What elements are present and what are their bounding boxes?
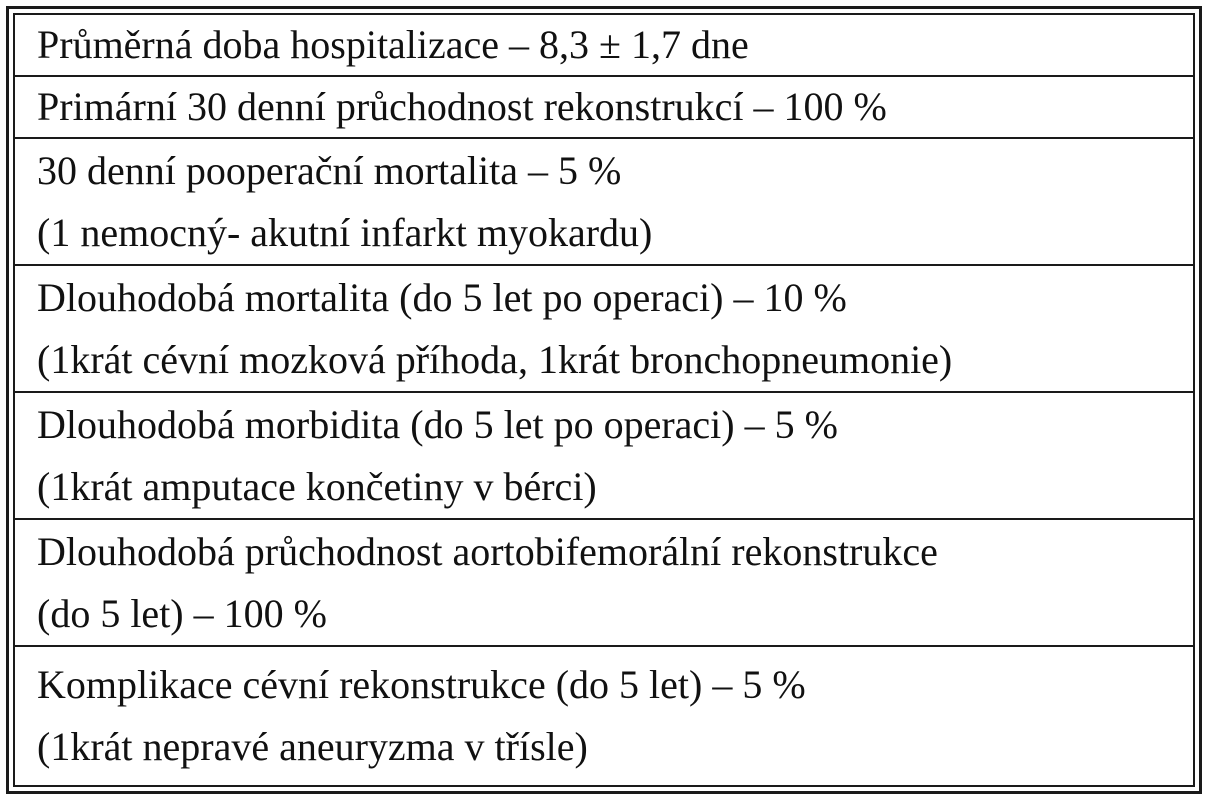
table-row [15,77,1193,139]
row-text: Průměrná doba hospitalizace – 8,3 ± 1,7 dne [37,22,749,67]
row-text: Dlouhodobá mortalita (do 5 let po operaci) – 10 % [37,274,847,320]
table-row [15,393,1193,520]
row-text: 30 denní pooperační mortalita – 5 % [37,147,622,193]
table-row [15,647,1193,785]
row-text: Komplikace cévní rekonstrukce (do 5 let) – 5 % [37,662,806,707]
row-text: Dlouhodobá morbidita (do 5 let po operaci) – 5 % [37,401,838,447]
row-note: (1krát cévní mozková příhoda, 1krát bronchopneumonie) [37,336,953,382]
row-note: (do 5 let) – 100 % [37,590,327,636]
table-row [15,266,1193,393]
table-frame [6,6,1202,794]
table-row [15,520,1193,647]
row-note: (1krát amputace končetiny v bérci) [37,463,597,509]
table-row [15,15,1193,77]
row-text: Primární 30 denní průchodnost rekonstrukcí – 100 % [37,84,887,129]
table-row [15,139,1193,266]
row-note: (1 nemocný- akutní infarkt myokardu) [37,209,653,255]
row-note: (1krát nepravé aneuryzma v třísle) [37,724,588,769]
results-table [13,13,1195,787]
row-text: Dlouhodobá průchodnost aortobifemorální rekonstrukce [37,528,938,574]
